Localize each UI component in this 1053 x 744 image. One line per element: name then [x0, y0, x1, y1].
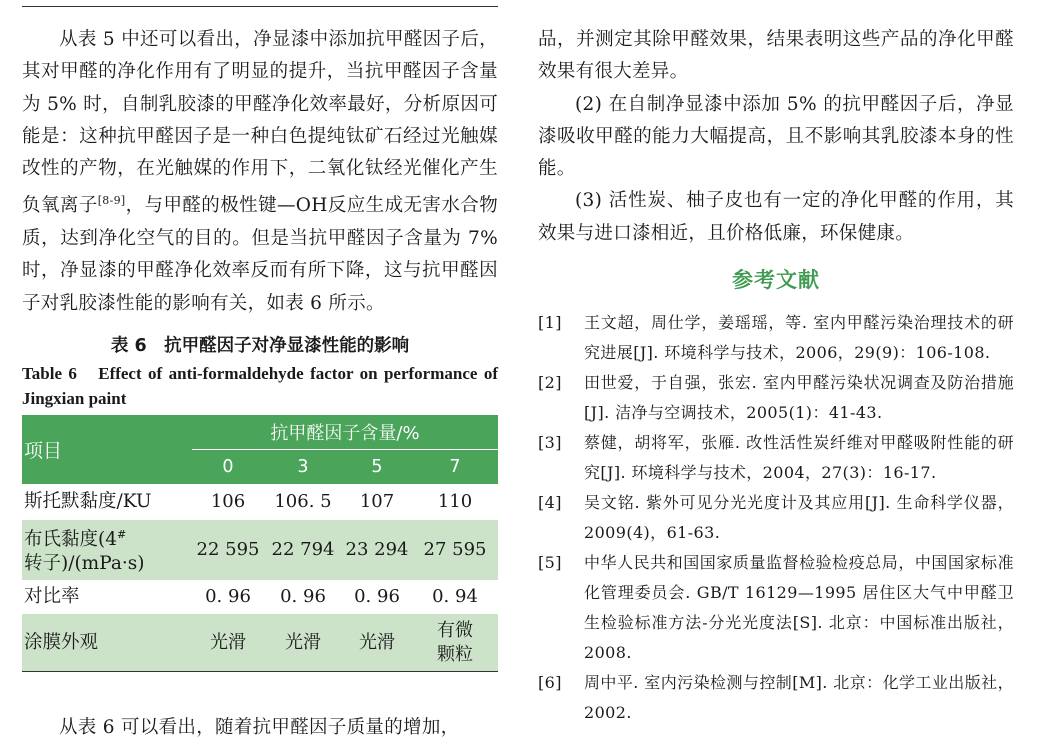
paragraph-continued: 品，并测定其除甲醛效果，结果表明这些产品的净化甲醛效果有很大差异。 [538, 29, 1014, 83]
table-cell: 22 595 [196, 538, 260, 560]
right-column [538, 24, 1014, 728]
paragraph-conclusion-2: (2) 在自制净显漆中添加 5% 的抗甲醛因子后，净显漆吸收甲醛的能力大幅提高，且不影响其乳胶漆本身的性能。 [538, 93, 1014, 180]
reference-item [538, 368, 1014, 428]
table-cell: 107 [359, 490, 395, 512]
table-cell: 0. 96 [354, 585, 400, 607]
citation-8-9[interactable]: [8-9] [97, 194, 126, 208]
reference-item [538, 668, 1014, 728]
references-title: 参考文献 [732, 268, 820, 293]
reference-number: [6] [538, 673, 562, 693]
reference-number: [4] [538, 493, 562, 513]
reference-number: [5] [538, 553, 562, 573]
reference-item [538, 308, 1014, 368]
reference-text: 田世爱，于自强，张宏. 室内甲醛污染状况调查及防治措施[J]. 洁净与空调技术，2005(1)：41-43. [584, 373, 1014, 423]
reference-item [538, 488, 1014, 548]
table-cell: 0. 96 [205, 585, 251, 607]
row-label: 对比率 [24, 585, 80, 607]
table-cell: 有微 颗粒 [412, 614, 498, 672]
table-row [22, 520, 498, 580]
paragraph-conclusion-3: (3) 活性炭、柚子皮也有一定的净化甲醛的作用，其效果与进口漆相近，且价格低廉，环保健康。 [538, 190, 1014, 244]
reference-item [538, 548, 1014, 668]
table-cell: 23 294 [345, 538, 409, 560]
header-value: 0 [192, 449, 264, 484]
table-cell: 106 [210, 490, 246, 512]
table-row [22, 614, 498, 672]
reference-text: 周中平. 室内污染检测与控制[M]. 北京：化学工业出版社，2002. [584, 673, 1014, 723]
reference-text: 王文超，周仕学，姜瑶瑶，等. 室内甲醛污染治理技术的研究进展[J]. 环境科学与技术，2006，29(9)：106-108. [584, 313, 1014, 363]
row-label: 斯托默黏度/KU [24, 490, 152, 512]
table-cell: 106. 5 [274, 490, 332, 512]
table-cell: 27 595 [423, 538, 487, 560]
table-cell: 光滑 [264, 614, 342, 672]
reference-text: 吴文铭. 紫外可见分光光度计及其应用[J]. 生命科学仪器，2009(4)，61-63. [584, 493, 1014, 543]
table-cell: 0. 96 [280, 585, 326, 607]
reference-text: 蔡健，胡将军，张雁. 改性活性炭纤维对甲醛吸附性能的研究[J]. 环境科学与技术，2004，27(3)：16-17. [584, 433, 1014, 483]
header-content-group: 抗甲醛因子含量/% [270, 422, 420, 444]
reference-number: [1] [538, 313, 562, 333]
table-row [22, 580, 498, 614]
reference-number: [2] [538, 373, 562, 393]
table-cell: 110 [437, 490, 473, 512]
header-value: 7 [412, 449, 498, 484]
table6-caption-en: Table 6 Effect of anti-formaldehyde factor on performance of Jingxian paint [22, 363, 498, 408]
table-cell: 光滑 [342, 614, 412, 672]
row-label: 布氏黏度(4# 转子)/(mPa·s) [24, 528, 145, 575]
table-row [22, 484, 498, 520]
table6-caption-cn: 表 6 抗甲醛因子对净显漆性能的影响 [110, 335, 410, 356]
header-item: 项目 [24, 439, 63, 462]
reference-text: 中华人民共和国国家质量监督检验检疫总局，中国国家标准化管理委员会. GB/T 16129—1995 居住区大气中甲醛卫生检验标准方法-分光光度法[S]. 北京：中国标准出版社，2008. [584, 553, 1014, 663]
table-cell: 0. 94 [432, 585, 478, 607]
header-value: 3 [264, 449, 342, 484]
table-cell: 22 794 [271, 538, 335, 560]
reference-number: [3] [538, 433, 562, 453]
left-bottom-paragraph-wrap [22, 712, 498, 744]
table-cell: 光滑 [192, 614, 264, 672]
paragraph-table5-analysis: 从表 5 中还可以看出，净显漆中添加抗甲醛因子后，其对甲醛的净化作用有了明显的提升，当抗甲醛因子含量为 5% 时，自制乳胶漆的甲醛净化效率最好，分析原因可能是：这种抗甲醛因子是一种白色提纯钛矿石经过光触媒改性的产物，在光触媒的作用下，二氧化钛经光催化产生负氧离子[8-9]，与甲醛的极性键—OH反应生成无害水合物质，达到净化空气的目的。但是当抗甲醛因子含量为 7% 时，净显漆的甲醛净化效率反而有所下降，这与抗甲醛因子对乳胶漆性能的影响有关，如表 6 所示。 [22, 29, 499, 314]
table6 [22, 415, 498, 673]
row-label: 涂膜外观 [22, 614, 192, 672]
references-list [538, 308, 1014, 728]
header-value: 5 [342, 449, 412, 484]
left-column [22, 24, 498, 672]
reference-item [538, 428, 1014, 488]
table-header-row [22, 415, 498, 450]
paragraph-table6-analysis: 从表 6 可以看出，随着抗甲醛因子质量的增加， [59, 717, 460, 738]
top-rule [22, 6, 498, 7]
